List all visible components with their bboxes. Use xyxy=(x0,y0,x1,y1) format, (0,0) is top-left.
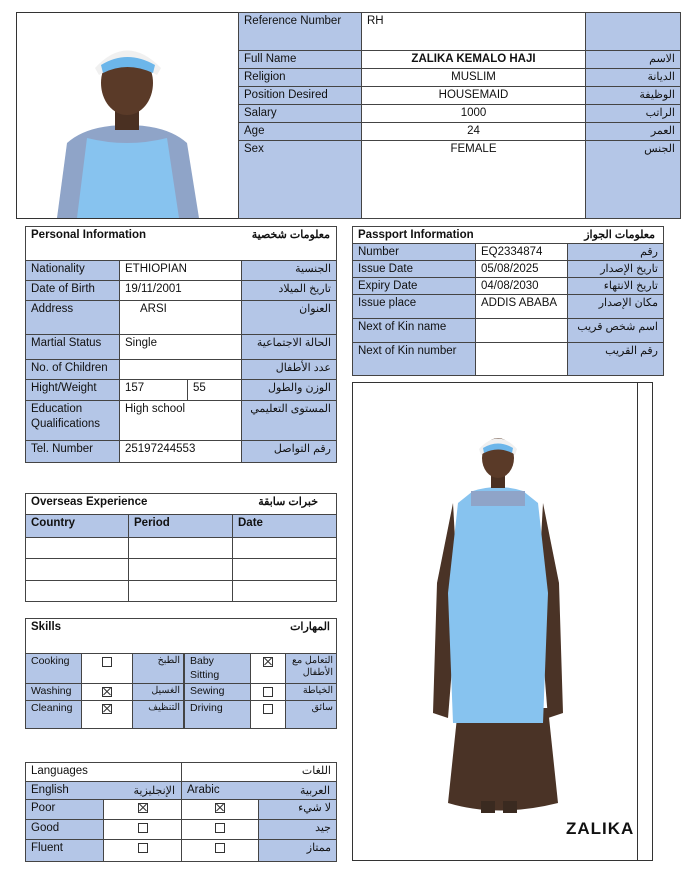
languages-title: Languages xyxy=(25,762,182,782)
skill-checkbox[interactable] xyxy=(102,704,112,714)
portrait-photo xyxy=(17,13,238,218)
personal-label: Tel. Number xyxy=(25,440,120,463)
english-level-cell xyxy=(103,799,182,820)
skill-checkbox[interactable] xyxy=(263,704,273,714)
overseas-date-cell xyxy=(232,537,337,559)
skill-checkbox-cell xyxy=(250,700,286,729)
personal-label-ar: عدد الأطفال xyxy=(241,359,337,380)
arabic-label-ar: العربية xyxy=(299,785,330,797)
personal-label: Address xyxy=(25,300,120,335)
english-checkbox[interactable] xyxy=(138,823,148,833)
age-ar: العمر xyxy=(585,122,681,141)
arabic-checkbox[interactable] xyxy=(215,843,225,853)
arabic-level-cell xyxy=(181,819,259,840)
skill-checkbox-cell xyxy=(250,653,286,684)
skill-label-ar: الغسيل xyxy=(132,683,184,701)
overseas-period-cell xyxy=(128,558,233,581)
weight-value: 55 xyxy=(187,379,242,401)
passport-title-ar: معلومات الجواز xyxy=(584,229,655,241)
skill-label: Cleaning xyxy=(25,700,82,729)
personal-label-ar: الحالة الاجتماعية xyxy=(241,334,337,360)
passport-value: 04/08/2030 xyxy=(475,277,568,295)
personal-label-ar: الجنسية xyxy=(241,260,337,281)
language-level-label-ar: لا شيء xyxy=(258,799,337,820)
photo-caption: ZALIKA xyxy=(566,819,635,838)
passport-value xyxy=(475,342,568,376)
age-value: 24 xyxy=(361,122,586,141)
sex-label: Sex xyxy=(238,140,362,219)
personal-label: Nationality xyxy=(25,260,120,281)
arabic-checkbox[interactable] xyxy=(215,803,225,813)
language-level-label: Fluent xyxy=(25,839,104,862)
skill-checkbox[interactable] xyxy=(263,687,273,697)
passport-label: Next of Kin name xyxy=(352,318,476,343)
reference-ar xyxy=(585,12,681,51)
passport-label-ar: اسم شخص قريب xyxy=(567,318,664,343)
skills-title-ar: المهارات xyxy=(290,621,330,633)
personal-label-ar: رقم التواصل xyxy=(241,440,337,463)
languages-title-ar: اللغات xyxy=(181,762,337,782)
salary-ar: الراتب xyxy=(585,104,681,123)
overseas-title-ar: خبرات سابقة xyxy=(258,496,318,508)
skill-checkbox-cell xyxy=(250,683,286,701)
position-label: Position Desired xyxy=(238,86,362,105)
passport-label-ar: مكان الإصدار xyxy=(567,294,664,319)
english-level-cell xyxy=(103,819,182,840)
overseas-country-cell xyxy=(25,537,129,559)
skill-label: Baby Sitting xyxy=(184,653,251,684)
personal-label-ar: المستوى التعليمي xyxy=(241,400,337,441)
overseas-date-cell xyxy=(232,580,337,602)
salary-label: Salary xyxy=(238,104,362,123)
overseas-period-cell xyxy=(128,537,233,559)
english-level-cell xyxy=(103,839,182,862)
skill-label-ar: الطبخ xyxy=(132,653,184,684)
personal-value: ARSI xyxy=(119,300,242,335)
passport-label: Number xyxy=(352,243,476,261)
full-name-label: Full Name xyxy=(238,50,362,69)
reference-value: RH xyxy=(361,12,586,51)
reference-label: Reference Number xyxy=(238,12,362,51)
passport-label: Issue place xyxy=(352,294,476,319)
skill-checkbox[interactable] xyxy=(102,657,112,667)
passport-label: Issue Date xyxy=(352,260,476,278)
religion-label: Religion xyxy=(238,68,362,87)
personal-value: Single xyxy=(119,334,242,360)
skill-checkbox-cell xyxy=(81,653,133,684)
personal-label: Hight/Weight xyxy=(25,379,120,401)
skill-label: Cooking xyxy=(25,653,82,684)
overseas-header xyxy=(25,493,337,515)
english-label-ar: الإنجليزية xyxy=(133,785,175,797)
skill-checkbox[interactable] xyxy=(263,657,273,667)
passport-header xyxy=(352,226,664,244)
overseas-country-cell xyxy=(25,580,129,602)
passport-title: Passport Information xyxy=(358,229,474,241)
skill-label-ar: التعامل مع الأطفال xyxy=(285,653,337,684)
arabic-header xyxy=(181,781,337,800)
salary-value: 1000 xyxy=(361,104,586,123)
arabic-label: Arabic xyxy=(187,784,220,796)
overseas-title: Overseas Experience xyxy=(31,496,148,508)
passport-value: 05/08/2025 xyxy=(475,260,568,278)
language-level-label-ar: جيد xyxy=(258,819,337,840)
overseas-col-period: Period xyxy=(128,514,233,538)
personal-label-ar: الوزن والطول xyxy=(241,379,337,401)
overseas-col-country: Country xyxy=(25,514,129,538)
personal-value: 25197244553 xyxy=(119,440,242,463)
english-checkbox[interactable] xyxy=(138,843,148,853)
english-header xyxy=(25,781,182,800)
skill-checkbox-cell xyxy=(81,700,133,729)
overseas-date-cell xyxy=(232,558,337,581)
personal-header xyxy=(25,226,337,261)
personal-label: Martial Status xyxy=(25,334,120,360)
skills-header xyxy=(25,618,337,654)
passport-value: ADDIS ABABA xyxy=(475,294,568,319)
skill-label: Washing xyxy=(25,683,82,701)
personal-title: Personal Information xyxy=(31,229,147,241)
personal-value: 19/11/2001 xyxy=(119,280,242,301)
personal-label-ar: العنوان xyxy=(241,300,337,335)
skill-checkbox[interactable] xyxy=(102,687,112,697)
age-label: Age xyxy=(238,122,362,141)
passport-label-ar: تاريخ الانتهاء xyxy=(567,277,664,295)
religion-ar: الديانة xyxy=(585,68,681,87)
sex-value: FEMALE xyxy=(361,140,586,219)
full-name-value: ZALIKA KEMALO HAJI xyxy=(361,50,586,69)
position-ar: الوظيفة xyxy=(585,86,681,105)
arabic-level-cell xyxy=(181,839,259,862)
skill-label: Driving xyxy=(184,700,251,729)
passport-label: Next of Kin number xyxy=(352,342,476,376)
sex-ar: الجنس xyxy=(585,140,681,219)
skill-label-ar: الخياطة xyxy=(285,683,337,701)
passport-value xyxy=(475,318,568,343)
personal-value: High school xyxy=(119,400,242,441)
arabic-checkbox[interactable] xyxy=(215,823,225,833)
skill-label-ar: التنظيف xyxy=(132,700,184,729)
overseas-period-cell xyxy=(128,580,233,602)
skill-checkbox-cell xyxy=(81,683,133,701)
passport-value: EQ2334874 xyxy=(475,243,568,261)
personal-label-ar: تاريخ الميلاد xyxy=(241,280,337,301)
religion-value: MUSLIM xyxy=(361,68,586,87)
overseas-country-cell xyxy=(25,558,129,581)
skill-label: Sewing xyxy=(184,683,251,701)
language-level-label-ar: ممتاز xyxy=(258,839,337,862)
personal-value xyxy=(119,359,242,380)
skill-label-ar: سائق xyxy=(285,700,337,729)
overseas-col-date: Date xyxy=(232,514,337,538)
personal-value: ETHIOPIAN xyxy=(119,260,242,281)
english-label: English xyxy=(31,784,69,796)
arabic-level-cell xyxy=(181,799,259,820)
language-level-label: Good xyxy=(25,819,104,840)
passport-label-ar: رقم xyxy=(567,243,664,261)
personal-label: Date of Birth xyxy=(25,280,120,301)
english-checkbox[interactable] xyxy=(138,803,148,813)
full-name-ar: الاسم xyxy=(585,50,681,69)
height-value: 157 xyxy=(119,379,188,401)
portrait-photo-frame xyxy=(16,12,239,219)
passport-label: Expiry Date xyxy=(352,277,476,295)
passport-label-ar: رقم القريب xyxy=(567,342,664,376)
position-value: HOUSEMAID xyxy=(361,86,586,105)
personal-label: No. of Children xyxy=(25,359,120,380)
personal-label: Education Qualifications xyxy=(25,400,120,441)
skills-title: Skills xyxy=(31,621,62,633)
passport-label-ar: تاريخ الإصدار xyxy=(567,260,664,278)
personal-title-ar: معلومات شخصية xyxy=(251,229,330,241)
language-level-label: Poor xyxy=(25,799,104,820)
full-body-photo xyxy=(353,383,637,860)
full-body-photo-frame xyxy=(352,382,653,861)
